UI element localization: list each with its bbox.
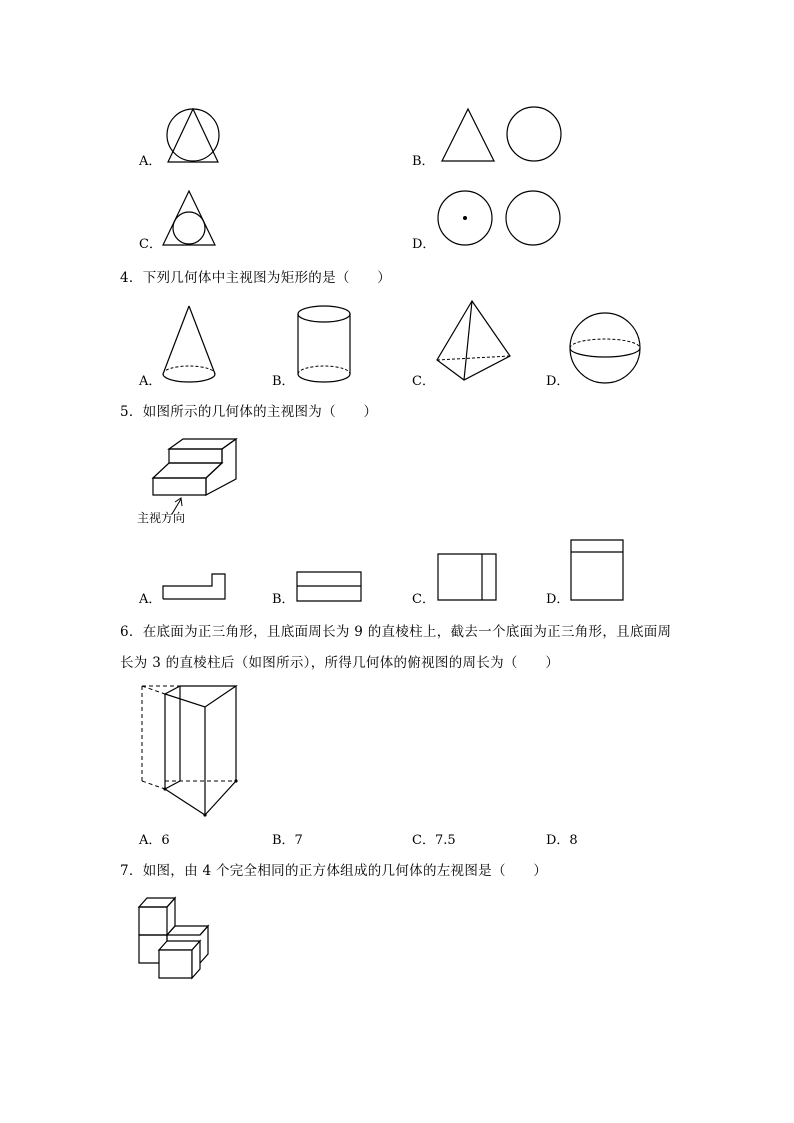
q4-option-b-label[interactable]: B． xyxy=(272,374,295,389)
q6-stem-line1: 6．在底面为正三角形，且底面周长为 9 的直棱柱上，截去一个底面为正三角形，且底面周 xyxy=(120,624,672,640)
q6-option-d[interactable]: D．8 xyxy=(546,833,578,848)
q4-option-d-sphere xyxy=(568,312,648,388)
q6-stem-line2: 长为 3 的直棱柱后（如图所示），所得几何体的俯视图的周长为（ ） xyxy=(120,655,560,671)
q5-option-d-figure xyxy=(569,538,627,604)
q5-option-a-figure xyxy=(160,572,230,604)
q6-option-b[interactable]: B．7 xyxy=(272,833,303,848)
q4-option-a-cone xyxy=(160,302,222,386)
q5-option-c-figure xyxy=(436,552,500,604)
q7-cubes-figure xyxy=(136,893,216,983)
q3-option-d-label[interactable]: D． xyxy=(412,237,436,252)
q4-option-d-label[interactable]: D． xyxy=(546,374,570,389)
q4-stem: 4．下列几何体中主视图为矩形的是（ ） xyxy=(120,270,392,286)
q3-option-a-label[interactable]: A． xyxy=(139,154,162,169)
q3-option-b-figure xyxy=(438,104,568,166)
q3-option-b-label[interactable]: B． xyxy=(412,154,435,169)
q5-stepped-solid xyxy=(150,436,240,516)
q3-option-c-label[interactable]: C． xyxy=(139,237,162,252)
q5-view-direction-label: 主视方向 xyxy=(137,511,186,525)
q5-option-d-label[interactable]: D． xyxy=(546,592,570,607)
q6-option-a[interactable]: A．6 xyxy=(139,833,170,848)
q6-option-c[interactable]: C．7.5 xyxy=(412,833,456,848)
q5-stem: 5．如图所示的几何体的主视图为（ ） xyxy=(120,404,378,420)
q4-option-a-label[interactable]: A． xyxy=(139,374,162,389)
q5-option-a-label[interactable]: A． xyxy=(139,592,162,607)
q5-option-c-label[interactable]: C． xyxy=(412,592,435,607)
q3-option-d-figure xyxy=(436,188,566,250)
q5-option-b-figure xyxy=(295,570,365,604)
q4-option-b-cylinder xyxy=(296,302,356,386)
q3-option-a-figure xyxy=(160,104,230,166)
q4-option-c-label[interactable]: C． xyxy=(412,374,435,389)
q5-option-b-label[interactable]: B． xyxy=(272,592,295,607)
q4-option-c-pyramid xyxy=(434,298,514,386)
q6-prism-figure xyxy=(136,682,246,822)
q7-stem: 7．如图，由 4 个完全相同的正方体组成的几何体的左视图是（ ） xyxy=(120,863,548,879)
q3-option-c-figure xyxy=(160,188,230,250)
